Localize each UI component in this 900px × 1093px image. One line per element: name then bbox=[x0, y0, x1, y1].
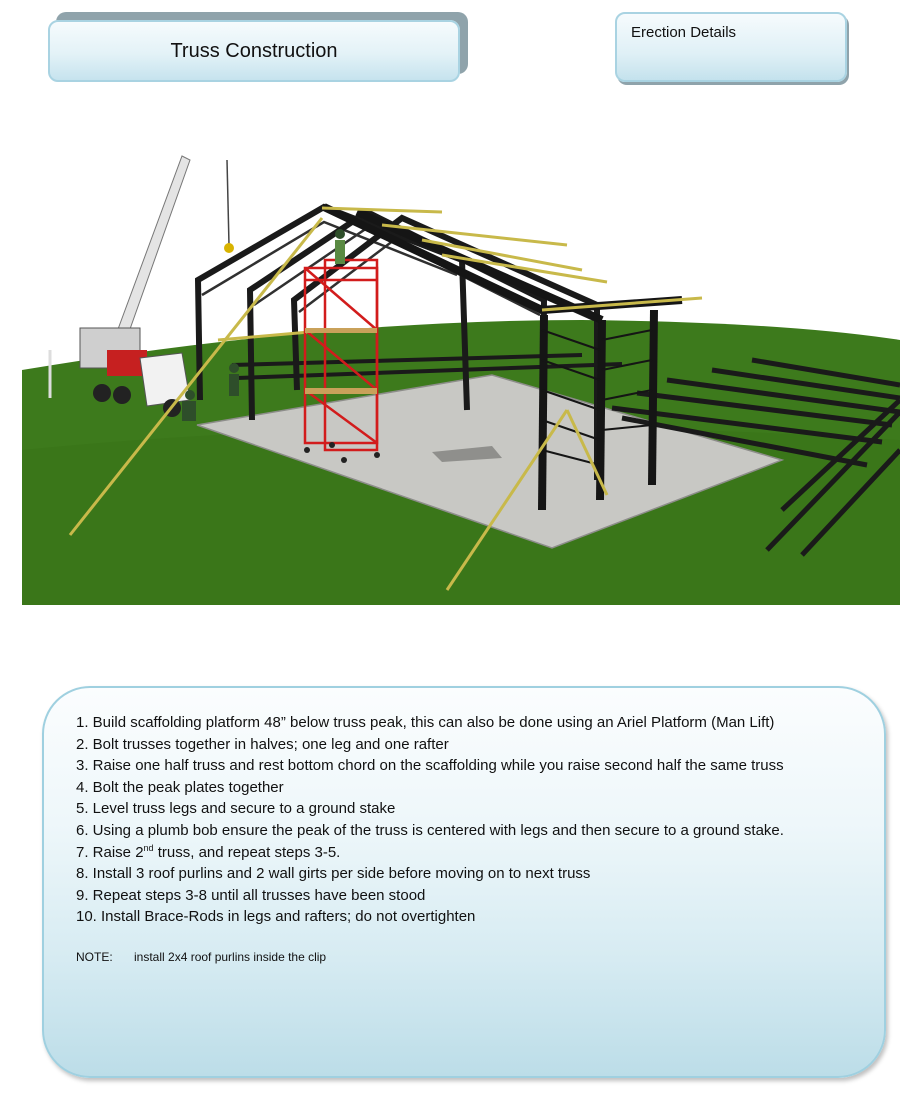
truss-erection-illustration bbox=[22, 150, 900, 605]
section-label-text: Erection Details bbox=[631, 24, 737, 41]
erection-instructions-panel bbox=[42, 686, 886, 1078]
step-item: 3. Raise one half truss and rest bottom chord on the scaffolding while you raise second half the same truss bbox=[76, 757, 784, 775]
step-item: 4. Bolt the peak plates together bbox=[76, 778, 284, 796]
step-item: 8. Install 3 roof purlins and 2 wall girts per side before moving on to next truss bbox=[76, 865, 591, 883]
scaffold-platform bbox=[305, 388, 377, 394]
page-title-text: Truss Construction bbox=[170, 39, 338, 62]
scaffold-platform-top bbox=[305, 328, 377, 333]
steps-list bbox=[76, 712, 868, 928]
page-title bbox=[48, 20, 460, 82]
step-item: 2. Bolt trusses together in halves; one leg and one rafter bbox=[76, 735, 449, 753]
note bbox=[76, 950, 868, 964]
step-item: 5. Level truss legs and secure to a ground stake bbox=[76, 800, 396, 818]
step-item: 9. Repeat steps 3-8 until all trusses have been stood bbox=[76, 886, 426, 904]
note-text: install 2x4 roof purlins inside the clip bbox=[134, 949, 327, 964]
section-label bbox=[615, 12, 847, 82]
crane-boom bbox=[114, 156, 190, 346]
truck-cab bbox=[140, 353, 190, 406]
step-item: 10. Install Brace-Rods in legs and rafters; do not overtighten bbox=[76, 908, 476, 926]
step-item: 1. Build scaffolding platform 48” below truss peak, this can also be done using an Ariel Platform (Man Lift) bbox=[76, 714, 775, 731]
step-item: 6. Using a plumb bob ensure the peak of the truss is centered with legs and then secure to a ground stake. bbox=[76, 821, 784, 839]
step-item: 7. Raise 2nd truss, and repeat steps 3-5. bbox=[76, 842, 341, 861]
note-label: NOTE: bbox=[76, 949, 113, 964]
